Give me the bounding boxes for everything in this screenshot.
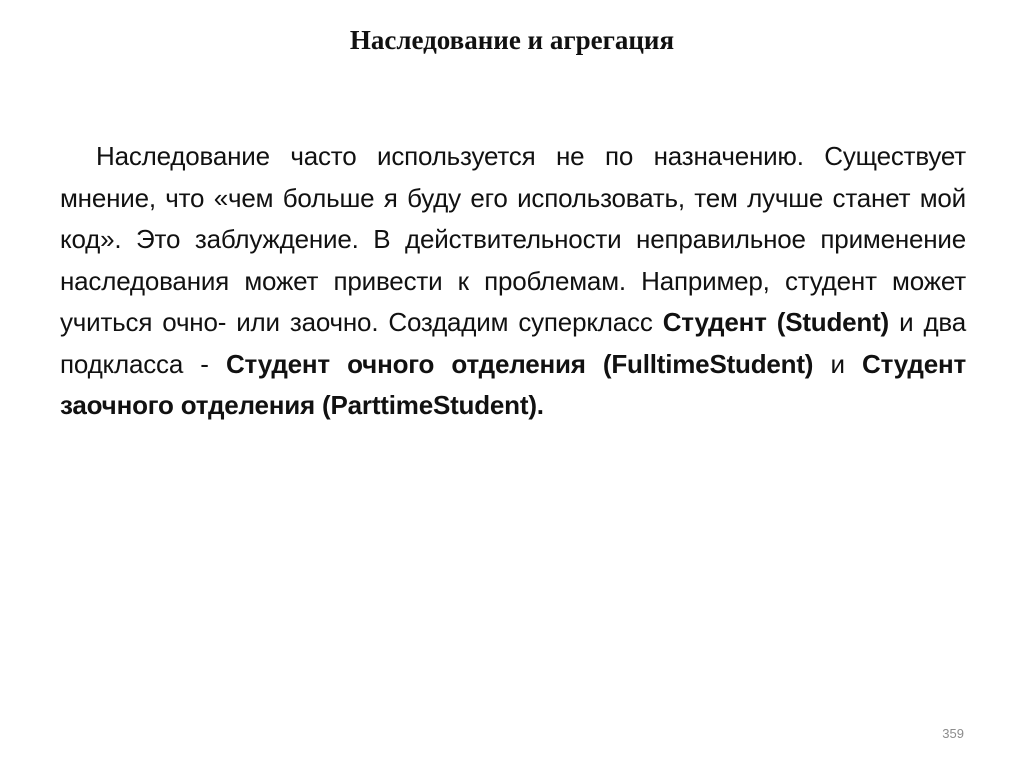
paragraph-text	[767, 307, 777, 337]
term-parttime-student: Студент заочного отделения (ParttimeStudent).	[60, 348, 966, 420]
paragraph-text: и	[813, 348, 863, 379]
term-student: Студент	[662, 307, 767, 337]
paragraph-text: и два подкласса -	[60, 307, 966, 379]
term-fulltime-student: Студент очного отделения (FulltimeStudent)	[225, 348, 814, 379]
paragraph-text: Наследование часто используется не по назначению. Существует мнение, что «чем больше я буду его использовать, тем лучше станет мой код». Это заблуждение. В действительности неправильное применение наследования может привести к проблемам. Например, студент может учиться очно- или заочно. Создадим суперкласс	[60, 141, 966, 337]
slide-title: Наследование и агрегация	[349, 25, 675, 55]
term-student-en: (Student)	[776, 307, 890, 337]
page-number: 359	[942, 726, 964, 741]
body-paragraph	[60, 136, 966, 427]
